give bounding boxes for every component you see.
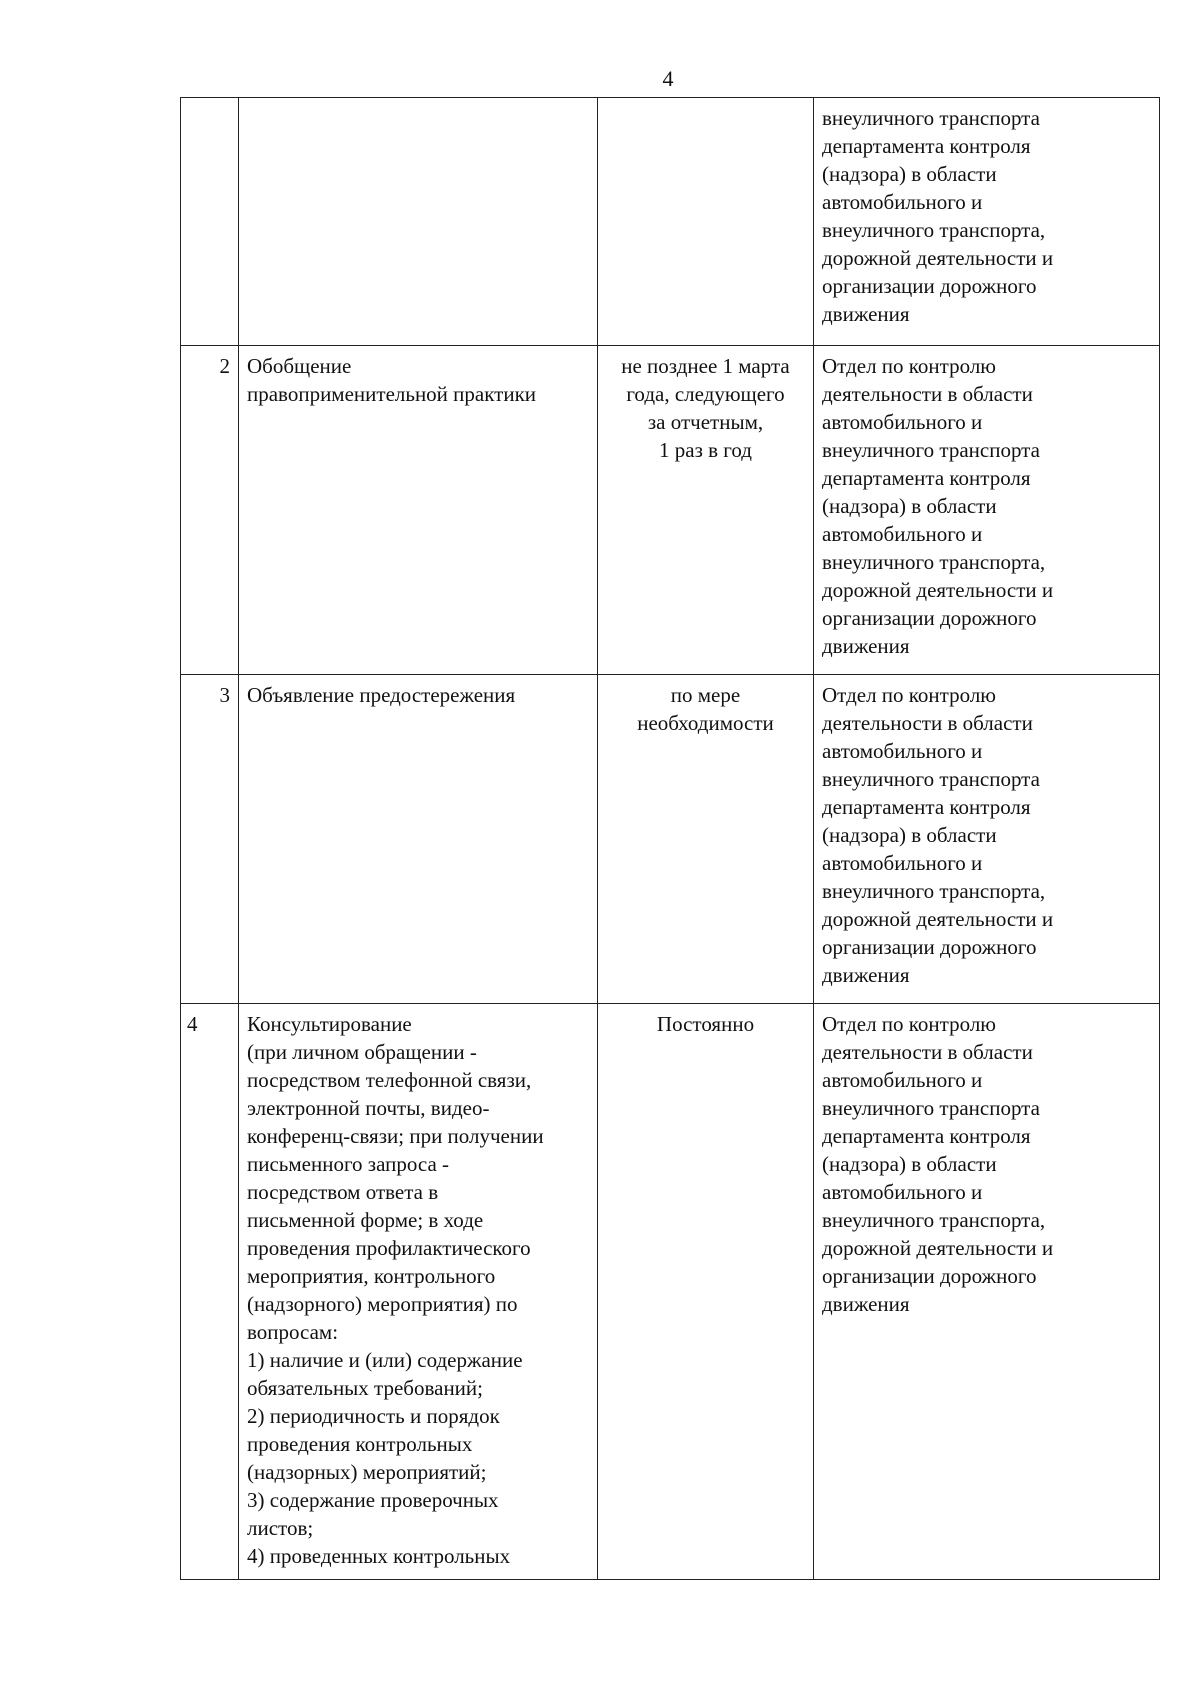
cell-text-line: автомобильного и	[822, 190, 983, 214]
measure-name-cell	[239, 98, 598, 346]
responsible-cell	[814, 98, 1160, 346]
cell-text-line: 3) содержание проверочных	[247, 1488, 499, 1512]
cell-text-line: автомобильного и	[822, 1068, 983, 1092]
cell-text-line: Отдел по контролю	[822, 683, 996, 707]
term-cell	[598, 675, 814, 1004]
term-cell	[598, 1004, 814, 1580]
cell-text-line: движения	[822, 302, 910, 326]
cell-text-line: листов;	[247, 1516, 314, 1540]
cell-text-line: необходимости	[637, 711, 774, 735]
table-row	[181, 346, 1160, 675]
cell-text-line: года, следующего	[626, 382, 785, 406]
cell-text-line: (надзорного) мероприятия) по	[247, 1292, 518, 1316]
cell-text-line: дорожной деятельности и	[822, 578, 1054, 602]
table-row	[181, 98, 1160, 346]
cell-text-line: внеуличного транспорта,	[822, 218, 1046, 242]
cell-text-line: за отчетным,	[647, 410, 764, 434]
row-number-cell	[181, 98, 239, 346]
cell-text-line: организации дорожного	[822, 606, 1037, 630]
cell-text-line: движения	[822, 634, 910, 658]
responsible-cell	[814, 346, 1160, 675]
cell-text-line: внеуличного транспорта,	[822, 1208, 1046, 1232]
row-number-cell: 2	[181, 346, 239, 675]
cell-text-line: 2) периодичность и порядок	[247, 1404, 500, 1428]
cell-text-line: автомобильного и	[822, 1180, 983, 1204]
table-row	[181, 675, 1160, 1004]
cell-text-line: организации дорожного	[822, 274, 1037, 298]
term-cell	[598, 98, 814, 346]
cell-text-line: организации дорожного	[822, 935, 1037, 959]
row-number-cell: 3	[181, 675, 239, 1004]
table-row	[181, 1004, 1160, 1580]
cell-text-line: деятельности в области	[822, 711, 1033, 735]
cell-text-line: письменной форме; в ходе	[247, 1208, 484, 1232]
cell-text-line: департамента контроля	[822, 134, 1031, 158]
cell-text-line: (при личном обращении -	[247, 1040, 477, 1064]
cell-text-line: (надзора) в области	[822, 162, 997, 186]
cell-text-line: внеуличного транспорта	[822, 1096, 1040, 1120]
cell-text-line: 1 раз в год	[659, 438, 752, 462]
cell-text-line: Отдел по контролю	[822, 354, 996, 378]
row-number-cell: 4	[181, 1004, 239, 1580]
cell-text-line: автомобильного и	[822, 851, 983, 875]
cell-text-line: внеуличного транспорта	[822, 106, 1040, 130]
cell-text-line: Отдел по контролю	[822, 1012, 996, 1036]
responsible-cell	[814, 675, 1160, 1004]
responsible-cell	[814, 1004, 1160, 1580]
cell-text-line: посредством ответа в	[247, 1180, 439, 1204]
cell-text-line: мероприятия, контрольного	[247, 1264, 496, 1288]
cell-text-line: внеуличного транспорта,	[822, 879, 1046, 903]
measure-name-cell	[239, 1004, 598, 1580]
cell-text-line: (надзора) в области	[822, 494, 997, 518]
cell-text-line: проведения профилактического	[247, 1236, 531, 1260]
cell-text-line: внеуличного транспорта,	[822, 550, 1046, 574]
cell-text-line: внеуличного транспорта	[822, 767, 1040, 791]
cell-text-line: внеуличного транспорта	[822, 438, 1040, 462]
cell-text-line: 1) наличие и (или) содержание	[247, 1348, 523, 1372]
cell-text-line: Объявление предостережения	[247, 683, 516, 707]
cell-text-line: департамента контроля	[822, 1124, 1031, 1148]
cell-text-line: 4) проведенных контрольных	[247, 1544, 511, 1568]
cell-text-line: деятельности в области	[822, 1040, 1033, 1064]
measures-table	[180, 97, 1160, 1580]
cell-text-line: дорожной деятельности и	[822, 246, 1054, 270]
cell-text-line: деятельности в области	[822, 382, 1033, 406]
cell-text-line: Консультирование	[247, 1012, 412, 1036]
cell-text-line: автомобильного и	[822, 522, 983, 546]
cell-text-line: дорожной деятельности и	[822, 907, 1054, 931]
cell-text-line: проведения контрольных	[247, 1432, 473, 1456]
cell-text-line: организации дорожного	[822, 1264, 1037, 1288]
cell-text-line: по мере	[670, 683, 741, 707]
cell-text-line: (надзора) в области	[822, 823, 997, 847]
cell-text-line: обязательных требований;	[247, 1376, 483, 1400]
cell-text-line: не позднее 1 марта	[621, 354, 790, 378]
term-cell	[598, 346, 814, 675]
cell-text-line: вопросам:	[247, 1320, 339, 1344]
page-number: 4	[662, 66, 674, 91]
cell-text-line: письменного запроса -	[247, 1152, 450, 1176]
cell-text-line: конференц-связи; при получении	[247, 1124, 544, 1148]
cell-text-line: автомобильного и	[822, 410, 983, 434]
measure-name-cell	[239, 346, 598, 675]
measure-name-cell	[239, 675, 598, 1004]
cell-text-line: движения	[822, 1292, 910, 1316]
cell-text-line: Обобщение	[247, 354, 352, 378]
cell-text-line: дорожной деятельности и	[822, 1236, 1054, 1260]
cell-text-line: электронной почты, видео-	[247, 1096, 490, 1120]
cell-text-line: (надзора) в области	[822, 1152, 997, 1176]
cell-text-line: посредством телефонной связи,	[247, 1068, 532, 1092]
cell-text-line: движения	[822, 963, 910, 987]
cell-text-line: департамента контроля	[822, 795, 1031, 819]
cell-text-line: (надзорных) мероприятий;	[247, 1460, 487, 1484]
cell-text-line: правоприменительной практики	[247, 382, 537, 406]
cell-text-line: автомобильного и	[822, 739, 983, 763]
cell-text-line: департамента контроля	[822, 466, 1031, 490]
cell-text-line: Постоянно	[656, 1012, 755, 1036]
